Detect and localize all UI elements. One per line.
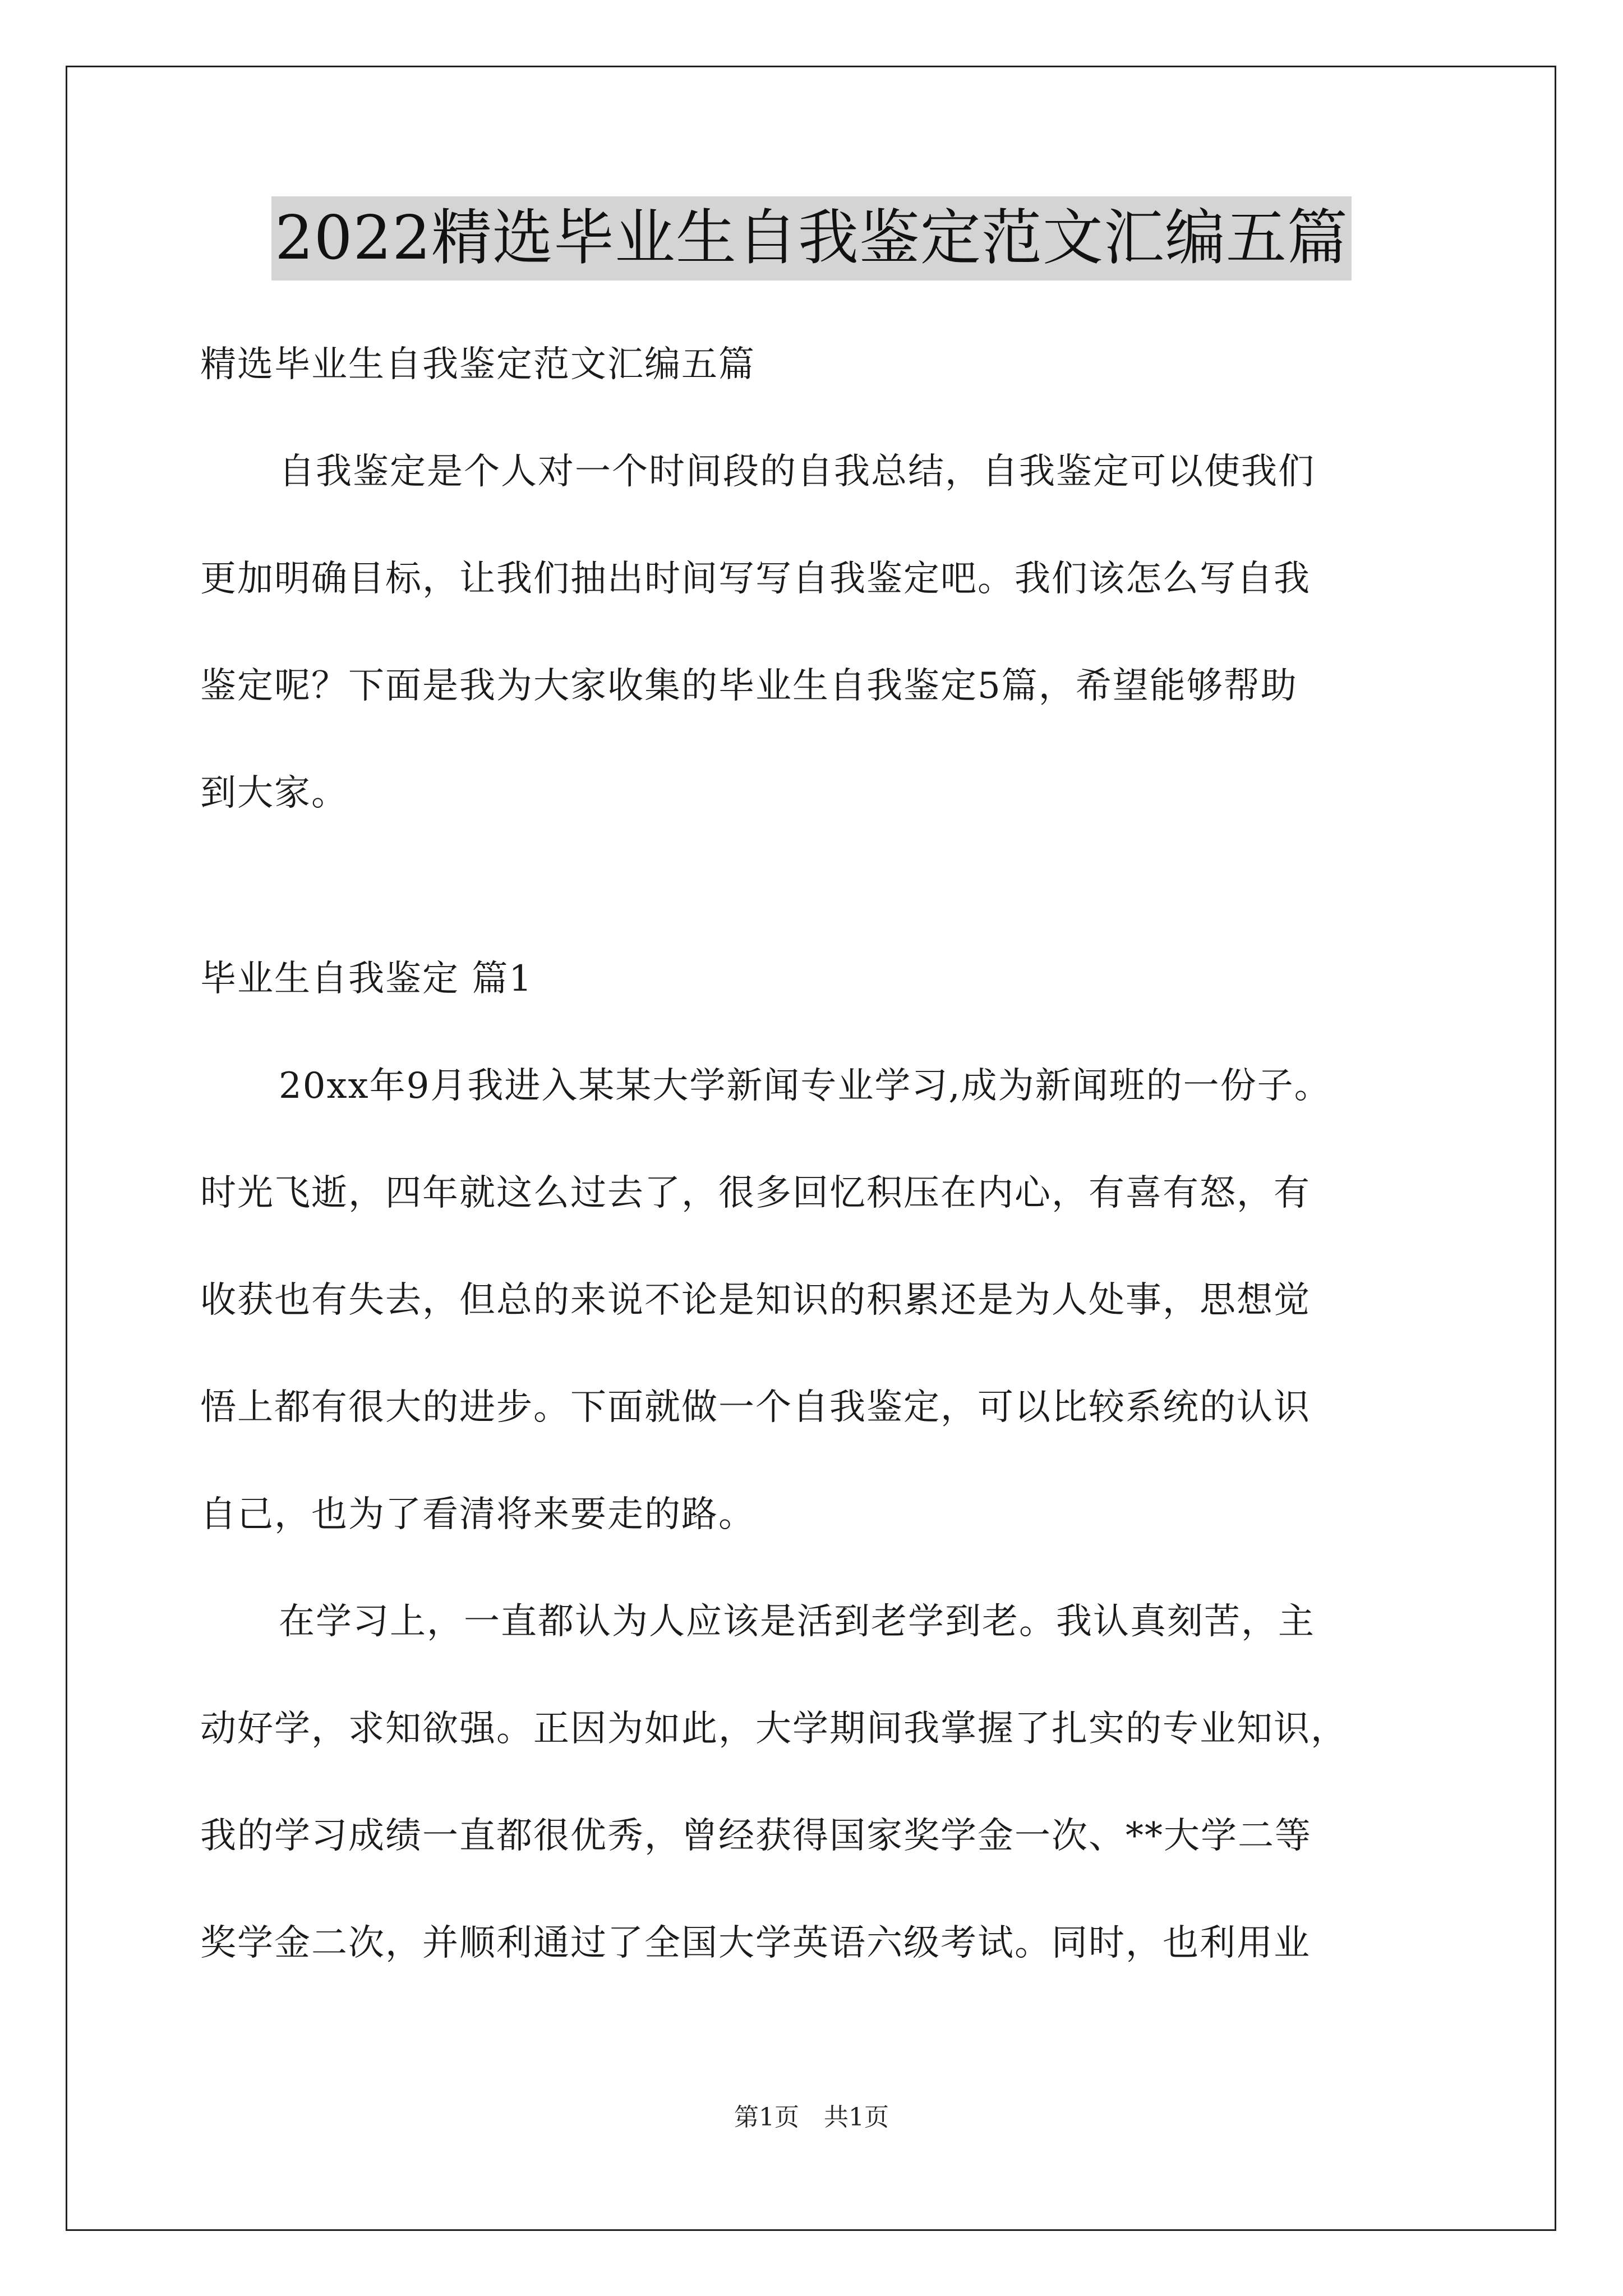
paragraph-1 [200, 1033, 1423, 1568]
paragraph-line: 在学习上，一直都认为人应该是活到老学到老。我认真刻苦，主 [279, 1601, 1315, 1642]
paragraph-line: 我的学习成绩一直都很优秀，曾经获得国家奖学金一次、**大学二等 [200, 1815, 1312, 1857]
paragraph-line: 时光飞逝，四年就这么过去了，很多回忆积压在内心，有喜有怒，有 [200, 1172, 1311, 1214]
paragraph-line: 自己，也为了看清将来要走的路。 [200, 1494, 755, 1535]
section-spacer [200, 847, 1423, 926]
paragraph-line: 20xx年9月我进入某某大学新闻专业学习,成为新闻班的一份子。 [279, 1065, 1331, 1107]
paragraph-line: 动好学，求知欲强。正因为如此，大学期间我掌握了扎实的专业知识， [200, 1708, 1348, 1750]
intro-paragraph [200, 418, 1423, 847]
section-heading: 毕业生自我鉴定 篇1 [200, 958, 533, 1000]
document-title: 2022精选毕业生自我鉴定范文汇编五篇 [271, 196, 1352, 280]
intro-line: 自我鉴定是个人对一个时间段的自我总结，自我鉴定可以使我们 [279, 451, 1315, 493]
paragraph-line: 悟上都有很大的进步。下面就做一个自我鉴定，可以比较系统的认识 [200, 1387, 1311, 1428]
page-footer: 第1页 共1页 [734, 2103, 889, 2132]
document-subtitle: 精选毕业生自我鉴定范文汇编五篇 [200, 344, 755, 385]
title-container [0, 196, 1623, 280]
paragraph-line: 收获也有失去，但总的来说不论是知识的积累还是为人处事，思想觉 [200, 1280, 1311, 1321]
intro-line: 鉴定呢？下面是我为大家收集的毕业生自我鉴定5篇，希望能够帮助 [200, 665, 1298, 707]
intro-line: 更加明确目标，让我们抽出时间写写自我鉴定吧。我们该怎么写自我 [200, 558, 1311, 600]
paragraph-line: 奖学金二次，并顺利通过了全国大学英语六级考试。同时，也利用业 [200, 1922, 1311, 1964]
intro-line: 到大家。 [200, 772, 348, 814]
paragraph-2 [200, 1568, 1423, 1997]
document-body [200, 311, 1423, 1997]
